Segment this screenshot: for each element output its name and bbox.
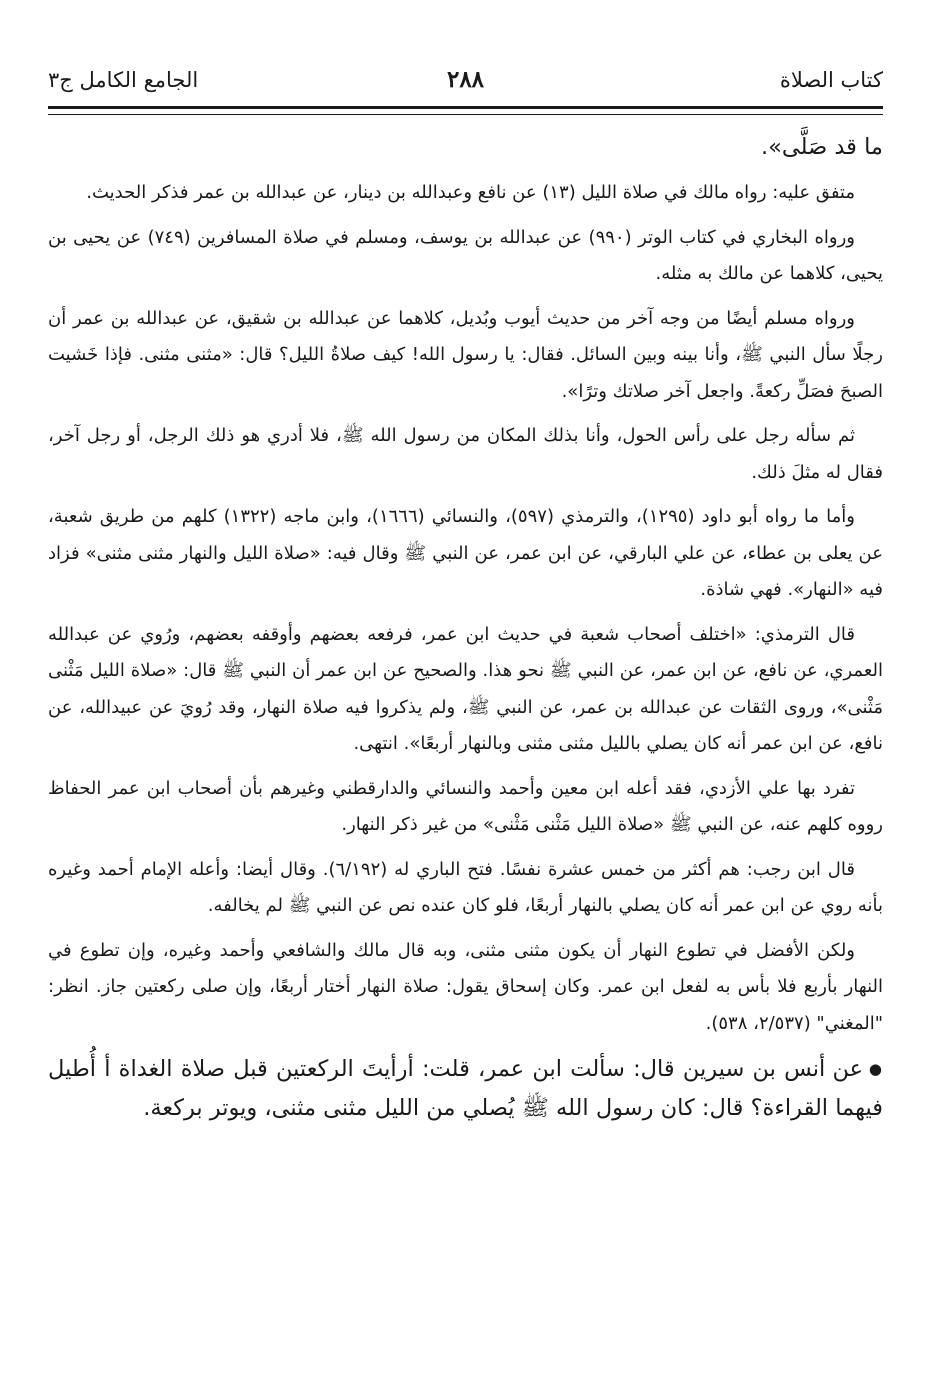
takhrij-paragraph: متفق عليه: رواه مالك في صلاة الليل (١٣) عن نافع وعبدالله بن دينار، عن عبدالله بن عمر فذكر الحديث.	[86, 182, 855, 203]
takhrij-paragraph: وأما ما رواه أبو داود (١٢٩٥)، والترمذي (٥٩٧)، والنسائي (١٦٦٦)، وابن ماجه (١٣٢٢) كلهم من طريق شعبة، عن يعلى بن عطاء، عن علي البارقي، عن ابن عمر، عن النبي ﷺ وقال فيه: «صلاة الليل والنهار مثنى مثنى» فزاد فيه «النهار». فهي شاذة.	[48, 506, 883, 600]
page-number: ٢٨٨	[446, 66, 485, 93]
takhrij-paragraph: قال الترمذي: «اختلف أصحاب شعبة في حديث ابن عمر، فرفعه بعضهم وأوقفه بعضهم، ورُوي عن عبدالله العمري، عن نافع، عن ابن عمر، عن النبي ﷺ نحو هذا. والصحيح عن ابن عمر أن النبي ﷺ قال: «صلاة الليل مَثْنى مَثْنى»، وروى الثقات عن عبدالله بن عمر، عن النبي ﷺ، ولم يذكروا فيه صلاة النهار، وقد رُويَ عن عبيدالله، عن نافع، عن ابن عمر أنه كان يصلي بالليل مثنى مثنى وبالنهار أربعًا». انتهى.	[48, 623, 883, 754]
page-header	[48, 62, 883, 102]
takhrij-paragraph: ورواه مسلم أيضًا من وجه آخر من حديث أيوب وبُديل، كلاهما عن عبدالله بن شقيق، عن عبدالله بن عمر أن رجلًا سأل النبي ﷺ، وأنا بينه وبين السائل. فقال: يا رسول الله! كيف صلاةُ الليل؟ قال: «مثنى مثنى. فإذا خَشيت الصبحَ فصَلِّ ركعةً. واجعل آخر صلاتك وترًا».	[48, 307, 883, 402]
page-body	[48, 128, 883, 1128]
takhrij-paragraph: تفرد بها علي الأزدي، فقد أعله ابن معين وأحمد والنسائي والدارقطني وغيرهم بأن أصحاب ابن عمر الحفاظ رووه كلهم عنه، عن النبي ﷺ «صلاة الليل مَثْنى مَثْنى» من غير ذكر النهار.	[48, 777, 883, 835]
hadith-continuation: ما قد صَلَّى».	[760, 134, 883, 160]
header-rule-thin	[48, 114, 883, 115]
book-title: كتاب الصلاة	[779, 68, 883, 92]
takhrij-paragraph: ولكن الأفضل في تطوع النهار أن يكون مثنى مثنى، وبه قال مالك والشافعي وأحمد وغيره، وإن تطوع في النهار بأربع فلا بأس به لفعل ابن عمر. وكان إسحاق يقول: صلاة النهار أختار أربعًا، وإن صلى ركعتين جاز. انظر: "المغني" (٢/٥٣٧، ٥٣٨).	[48, 939, 883, 1034]
header-rule-thick	[48, 106, 883, 109]
hadith-text: ● عن أنس بن سيرين قال: سألت ابن عمر، قلت: أرأيتَ الركعتين قبل صلاة الغداة أ أُطيل فيهما القراءة؟ قال: كان رسول الله ﷺ يُصلي من الليل مثنى مثنى، ويوتر بركعة.	[48, 1050, 883, 1128]
takhrij-paragraph: ثم سأله رجل على رأس الحول، وأنا بذلك المكان من رسول الله ﷺ، فلا أدري هو ذلك الرجل، أو رجل آخر، فقال له مثلَ ذلك.	[48, 425, 883, 483]
volume-title: الجامع الكامل ج٣	[48, 68, 199, 92]
takhrij-paragraph: قال ابن رجب: هم أكثر من خمس عشرة نفسًا. فتح الباري له (٦/١٩٢). وقال أيضا: وأعله الإمام أحمد وغيره بأنه روي عن ابن عمر أنه كان يصلي بالنهار أربعًا، فلو كان عنده نص عن النبي ﷺ لم يخالفه.	[48, 858, 883, 916]
takhrij-paragraph: ورواه البخاري في كتاب الوتر (٩٩٠) عن عبدالله بن يوسف، ومسلم في صلاة المسافرين (٧٤٩) عن يحيى بن يحيى، كلاهما عن مالك به مثله.	[48, 226, 883, 284]
